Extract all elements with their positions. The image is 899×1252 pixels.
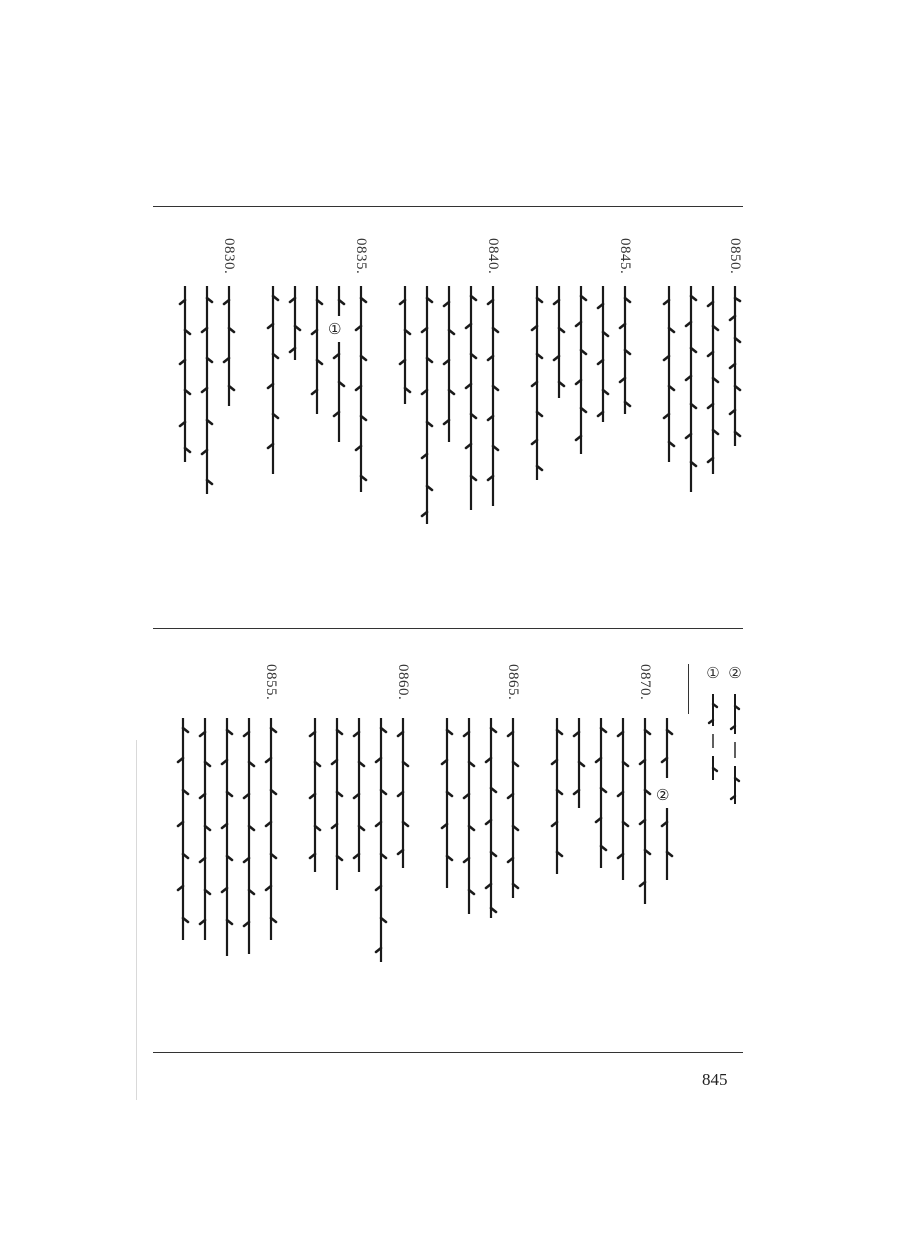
- mongolian-script-line: [530, 286, 544, 480]
- footnote-ref-1[interactable]: ①: [328, 320, 342, 338]
- mongolian-script-line: [462, 718, 476, 914]
- top-rule: [153, 206, 743, 207]
- mongolian-script-line: [420, 286, 434, 524]
- mongolian-script-line: [220, 718, 234, 956]
- line-number: 0840.: [485, 238, 501, 275]
- mongolian-script-line: [464, 286, 478, 510]
- mongolian-script-line: [396, 718, 410, 868]
- mongolian-script-line: [618, 286, 632, 414]
- mongolian-script-line: [442, 286, 456, 442]
- mongolian-script-line: [398, 286, 412, 404]
- line-number: 0830.: [221, 238, 237, 275]
- mongolian-script-line: [198, 718, 212, 940]
- page-number: 845: [702, 1070, 728, 1089]
- footnote-ref-2[interactable]: ②: [656, 786, 670, 804]
- mongolian-script-line: [638, 718, 652, 904]
- mongolian-script-line: [288, 286, 302, 360]
- mongolian-script-line: [200, 286, 214, 494]
- bottom-rule: [153, 1052, 743, 1053]
- line-number: 0850.: [727, 238, 743, 275]
- mongolian-script-line: [706, 286, 720, 474]
- mongolian-script-line: [176, 718, 190, 940]
- footnote-marker: ①: [704, 664, 722, 682]
- mongolian-script-line: [242, 718, 256, 954]
- footnote-separator: [688, 664, 689, 714]
- line-number: 0865.: [505, 664, 521, 701]
- mongolian-script-line: [266, 286, 280, 474]
- line-number: 0835.: [353, 238, 369, 275]
- mongolian-script-line: [506, 718, 520, 898]
- mongolian-script-line: [594, 718, 608, 868]
- mongolian-script-line: [550, 718, 564, 874]
- mongolian-script-line: [596, 286, 610, 422]
- line-number: 0855.: [263, 664, 279, 701]
- middle-rule: [153, 628, 743, 629]
- mongolian-script-line: [707, 694, 721, 780]
- line-number: 0870.: [637, 664, 653, 701]
- scan-margin-line: [136, 740, 137, 1100]
- mongolian-script-line: [332, 342, 346, 442]
- mongolian-script-line: [440, 718, 454, 888]
- mongolian-script-line: [352, 718, 366, 872]
- mongolian-script-line: [330, 718, 344, 890]
- line-number: 0845.: [617, 238, 633, 275]
- mongolian-script-line: [574, 286, 588, 454]
- mongolian-script-line: [616, 718, 630, 880]
- line-number: 0860.: [395, 664, 411, 701]
- mongolian-script-line: [222, 286, 236, 406]
- mongolian-script-line: [308, 718, 322, 872]
- mongolian-script-line: [684, 286, 698, 492]
- mongolian-script-line: [178, 286, 192, 462]
- mongolian-script-line: [729, 694, 743, 804]
- mongolian-script-line: [660, 718, 674, 778]
- mongolian-script-line: [660, 808, 674, 880]
- mongolian-script-line: [728, 286, 742, 446]
- mongolian-script-line: [486, 286, 500, 506]
- mongolian-script-line: [484, 718, 498, 918]
- mongolian-script-line: [310, 286, 324, 414]
- mongolian-script-line: [374, 718, 388, 962]
- mongolian-script-line: [332, 286, 346, 316]
- footnote-marker: ②: [726, 664, 744, 682]
- mongolian-script-line: [264, 718, 278, 940]
- mongolian-script-line: [552, 286, 566, 398]
- mongolian-script-line: [354, 286, 368, 492]
- mongolian-script-line: [572, 718, 586, 808]
- mongolian-script-line: [662, 286, 676, 462]
